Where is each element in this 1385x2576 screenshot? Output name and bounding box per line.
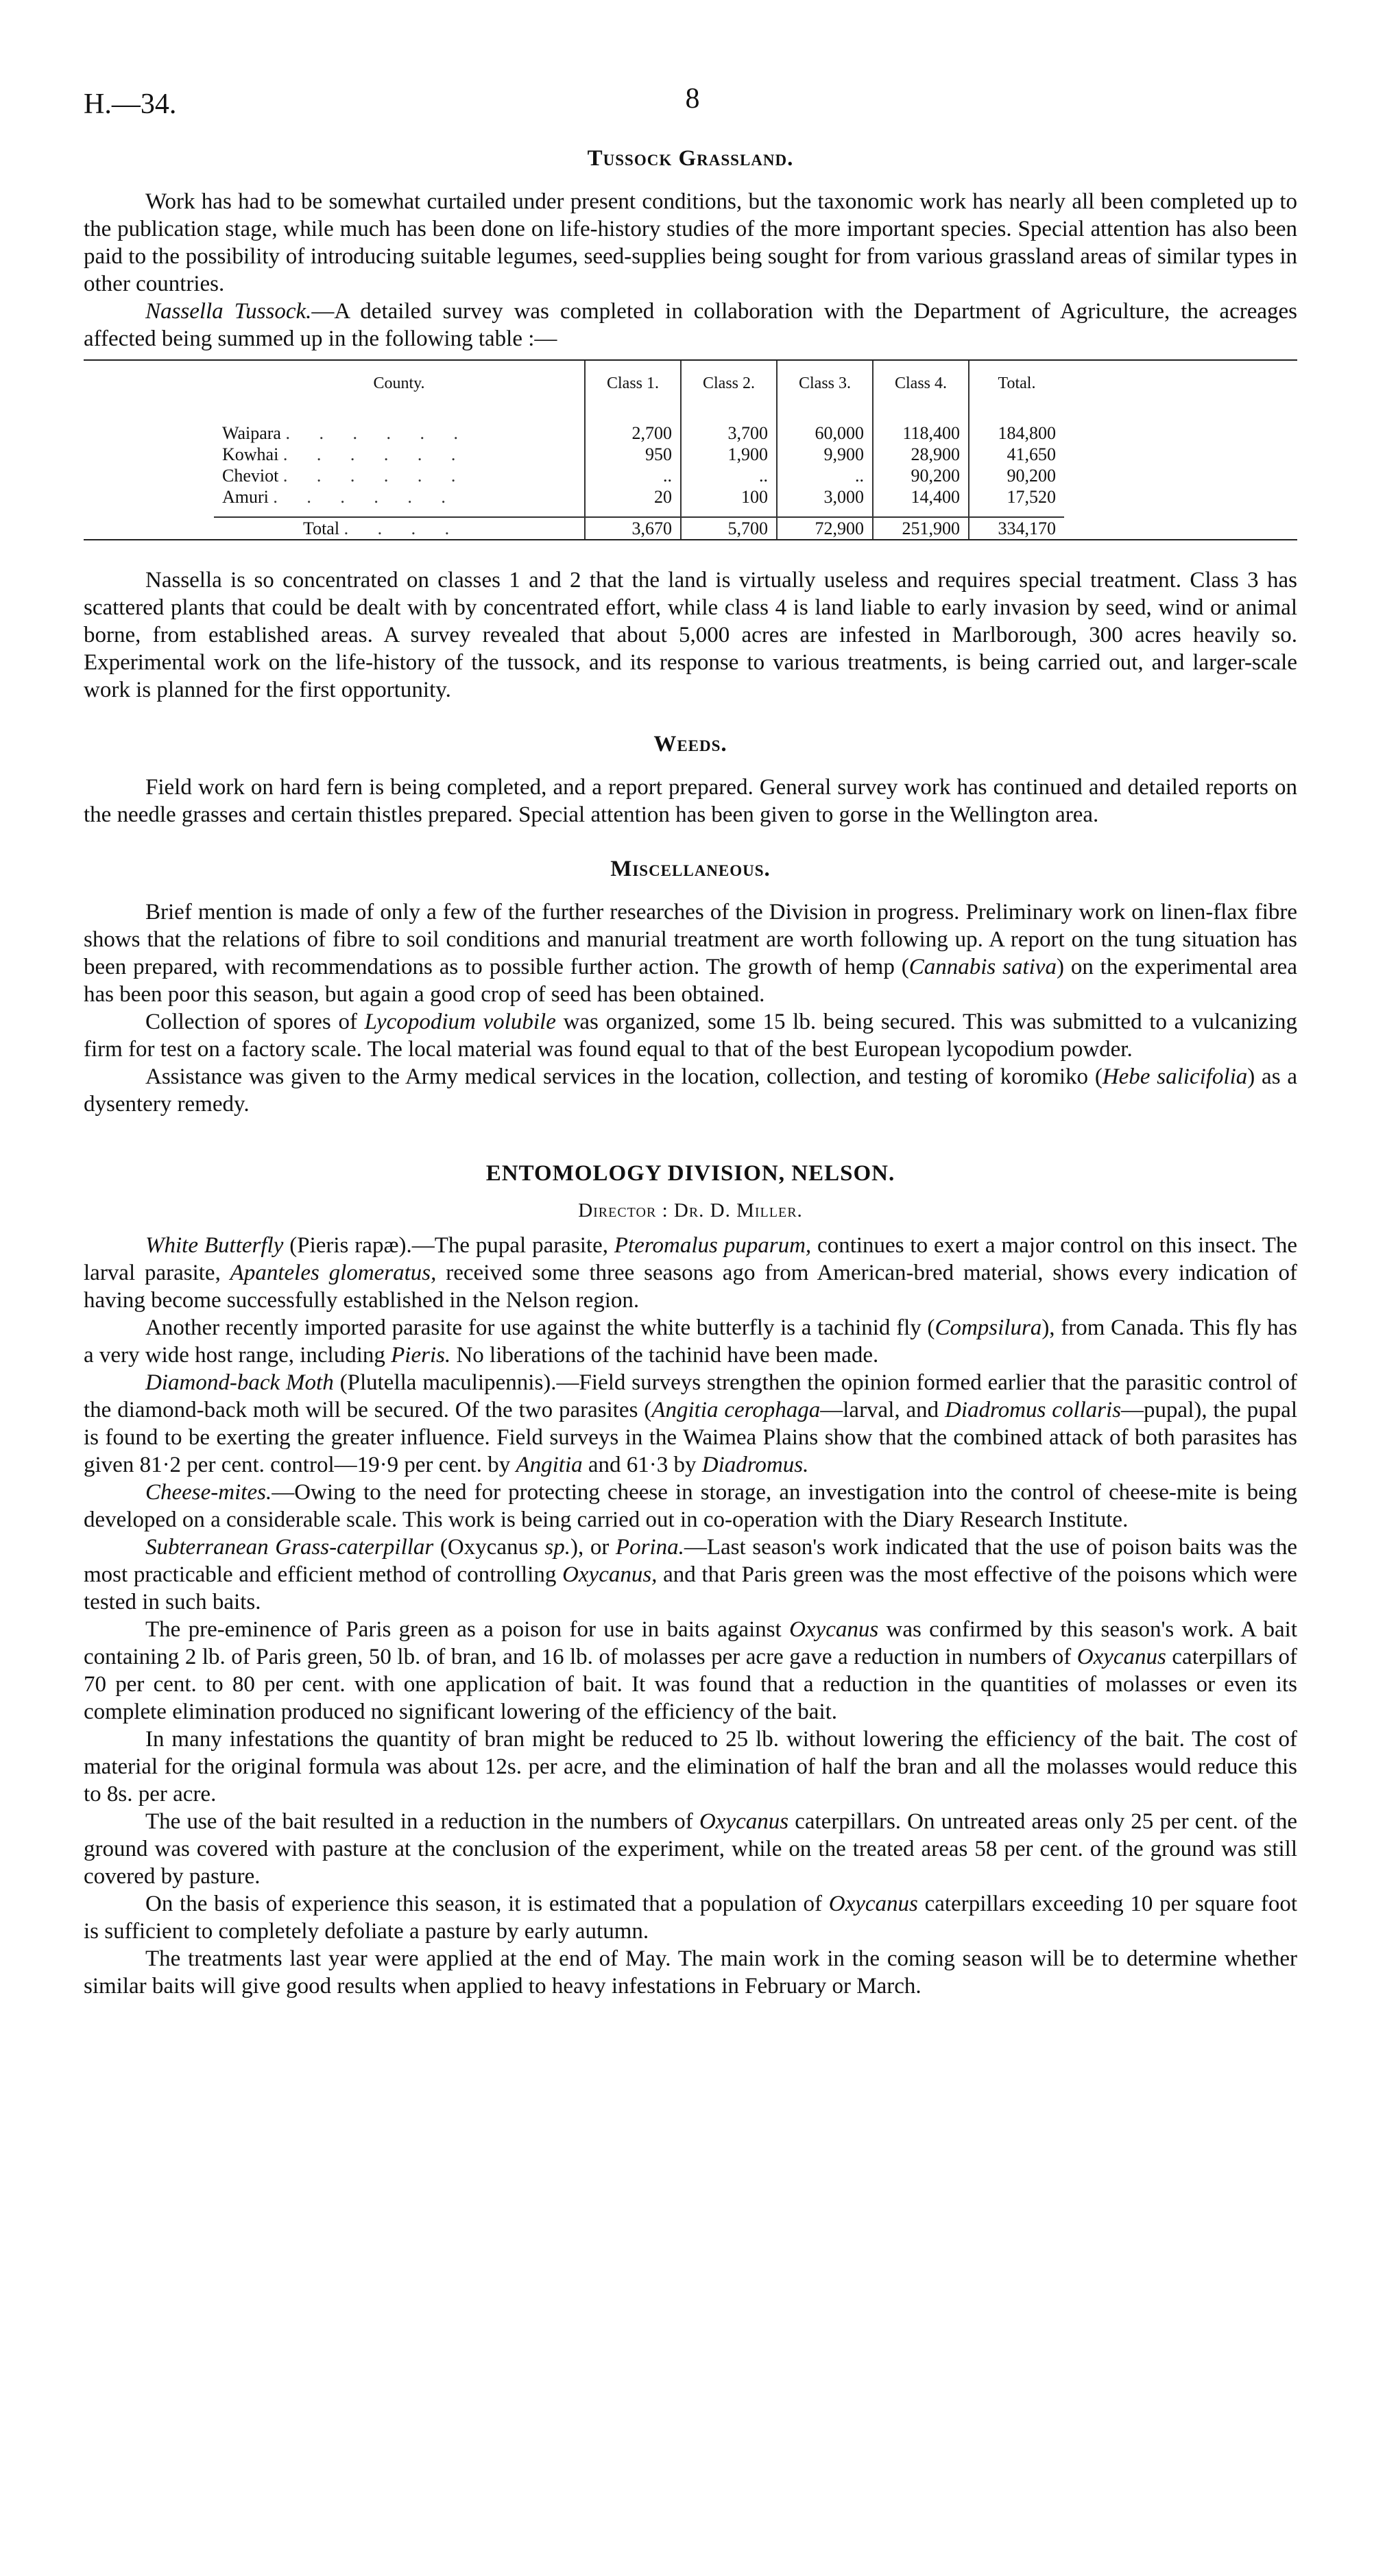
table-bottom-rule <box>84 539 1297 540</box>
table-total-row: Total . . . . 3,670 5,700 72,900 251,900 334,170 <box>214 517 1064 539</box>
header-class-4: Class 4. <box>873 361 969 406</box>
county-name: Amuri <box>222 487 269 507</box>
county-name: Cheviot <box>222 466 279 486</box>
total-label: Total <box>303 518 340 538</box>
white-butterfly-paragraph: White Butterfly (Pieris rapæ).—The pupal parasite, Pteromalus puparum, continues to exert a major control on this insect. The larval parasite, Apanteles glomeratus, received some three seasons ago from American-bred material, shows every indication of having become successfully established in the Nelson region. <box>84 1233 1298 1313</box>
nassella-table <box>84 359 1297 540</box>
header-class-1: Class 1. <box>585 361 681 406</box>
page-number: 8 <box>685 83 700 115</box>
misc-paragraph-3: Assistance was given to the Army medical services in the location, collection, and testing of koromiko (Hebe salicifolia) as a dysentery remedy. <box>84 1064 1297 1117</box>
diamond-back-paragraph: Diamond-back Moth (Plutella maculipennis).—Field surveys strengthen the opinion formed earlier that the parasitic control of the diamond-back moth will be secured. Of the two parasites (Angitia cerophaga—larval, and Diadromus collaris—pupal), the pupal is found to be exerting the greater influence. Field surveys in the Waimea Plains show that the combined attack of both parasites has given 81·2 per cent. control—19·9 per cent. by Angitia and 61·3 by Diadromus. <box>84 1370 1297 1477</box>
paris-green-paragraph: The pre-eminence of Paris green as a poison for use in baits against Oxycanus was confirmed by this season's work. A bait containing 2 lb. of Paris green, 50 lb. of bran, and 16 lb. of molasses per acre gave a reduction in numbers of Oxycanus caterpillars of 70 per cent. to 80 per cent. with one application of bait. It was found that a reduction in the quantities of molasses or even its complete elimination produced no significant lowering of the efficiency of the bait. <box>84 1617 1297 1724</box>
treatments-paragraph: The treatments last year were applied at the end of May. The main work in the coming season will be to determine whether similar baits will give good results when applied to heavy infestations in February or March. <box>84 1946 1297 1999</box>
population-paragraph: On the basis of experience this season, it is estimated that a population of Oxycanus caterpillars exceeding 10 per square foot is sufficient to completely defoliate a pasture by early autumn. <box>84 1892 1297 1944</box>
cheese-mites-paragraph: Cheese-mites.—Owing to the need for protecting cheese in storage, an investigation into the control of cheese-mite is being developed on a considerable scale. This work is being carried out in co-operation with the Diary Research Institute. <box>84 1480 1297 1532</box>
header-total: Total. <box>969 361 1064 406</box>
weeds-paragraph: Field work on hard fern is being completed, and a report prepared. General survey work has continued and detailed reports on the needle grasses and certain thistles prepared. Special attention has been given to gorse in the Wellington area. <box>84 775 1297 827</box>
table-row: Waipara . . . . . . 2,700 3,700 60,000 118,400 184,800 <box>214 422 1064 444</box>
table-header-row <box>214 361 1064 406</box>
county-name: Kowhai <box>222 444 279 464</box>
header-class-2: Class 2. <box>681 361 777 406</box>
report-code: H.—34. <box>84 88 177 120</box>
weeds-heading: Weeds. <box>653 732 727 756</box>
tussock-heading: Tussock Grassland. <box>587 146 794 171</box>
misc-paragraph-2: Collection of spores of Lycopodium volubile was organized, some 15 lb. being secured. This was submitted to a vulcanizing firm for test on a factory scale. The local material was found equal to that of the best European lycopodium powder. <box>84 1010 1297 1062</box>
pasture-paragraph: The use of the bait resulted in a reduction in the numbers of Oxycanus caterpillars. On untreated areas only 25 per cent. of the ground was covered with pasture at the conclusion of the experiment, while on the treated areas 58 per cent. of the ground was still covered by pasture. <box>84 1809 1297 1889</box>
table-row: Kowhai . . . . . . 950 1,900 9,900 28,900 41,650 <box>214 444 1064 465</box>
entomology-heading: ENTOMOLOGY DIVISION, NELSON. <box>485 1161 895 1186</box>
bran-paragraph: In many infestations the quantity of bran might be reduced to 25 lb. without lowering the efficiency of the bait. The cost of material for the original formula was about 12s. per acre, and the elimination of half the bran and all the molasses would reduce this to 8s. per acre. <box>84 1727 1297 1806</box>
grass-caterpillar-paragraph: Subterranean Grass-caterpillar (Oxycanus sp.), or Porina.—Last season's work indicated that the use of poison baits was the most practicable and efficient method of controlling Oxycanus, and that Paris green was the most effective of the poisons which were tested in such baits. <box>84 1535 1297 1614</box>
nassella-classes-paragraph: Nassella is so concentrated on classes 1 and 2 that the land is virtually useless and requires special treatment. Class 3 has scattered plants that could be dealt with by concentrated effort, while class 4 is land liable to early invasion by seed, wind or animal borne, from established areas. A survey revealed that about 5,000 acres are infested in Marlborough, 300 acres heavily so. Experimental work on the life-history of the tussock, and its response to various treatments, is being carried out, and larger-scale work is planned for the first opportunity. <box>84 568 1297 702</box>
nassella-paragraph: Nassella Tussock.—A detailed survey was completed in collaboration with the Department of Agriculture, the acreages affected being summed up in the following table :— <box>84 299 1297 351</box>
tachinid-paragraph: Another recently imported parasite for use against the white butterfly is a tachinid fly (Compsilura), from Canada. This fly has a very wide host range, including Pieris. No liberations of the tachinid have been made. <box>84 1315 1297 1368</box>
misc-paragraph-1: Brief mention is made of only a few of the further researches of the Division in progress. Preliminary work on linen-flax fibre shows that the relations of fibre to soil conditions and manurial treatment are worth following up. A report on the tung situation has been prepared, with recommendations as to possible further action. The growth of hemp (Cannabis sativa) on the experimental area has been poor this season, but again a good crop of seed has been obtained. <box>84 900 1297 1007</box>
header-county: County. <box>373 374 425 392</box>
header-class-3: Class 3. <box>777 361 873 406</box>
director-name: Dr. D. Miller. <box>673 1200 803 1221</box>
county-name: Waipara <box>222 423 281 443</box>
page-content <box>84 144 1297 2000</box>
misc-heading: Miscellaneous. <box>610 857 771 881</box>
director-line: Director : Dr. D. Miller. <box>578 1200 803 1221</box>
table-row: Amuri . . . . . . 20 100 3,000 14,400 17,520 <box>214 486 1064 508</box>
tussock-paragraph-1: Work has had to be somewhat curtailed under present conditions, but the taxonomic work has nearly all been completed up to the publication stage, while much has been done on life-history studies of the more important species. Special attention has also been paid to the possibility of introducing suitable legumes, seed-supplies being sought for from various grassland areas of similar types in other countries. <box>84 189 1297 296</box>
table-row: Cheviot . . . . . . .. .. .. 90,200 90,200 <box>214 465 1064 486</box>
nassella-title: Nassella Tussock. <box>145 299 312 324</box>
